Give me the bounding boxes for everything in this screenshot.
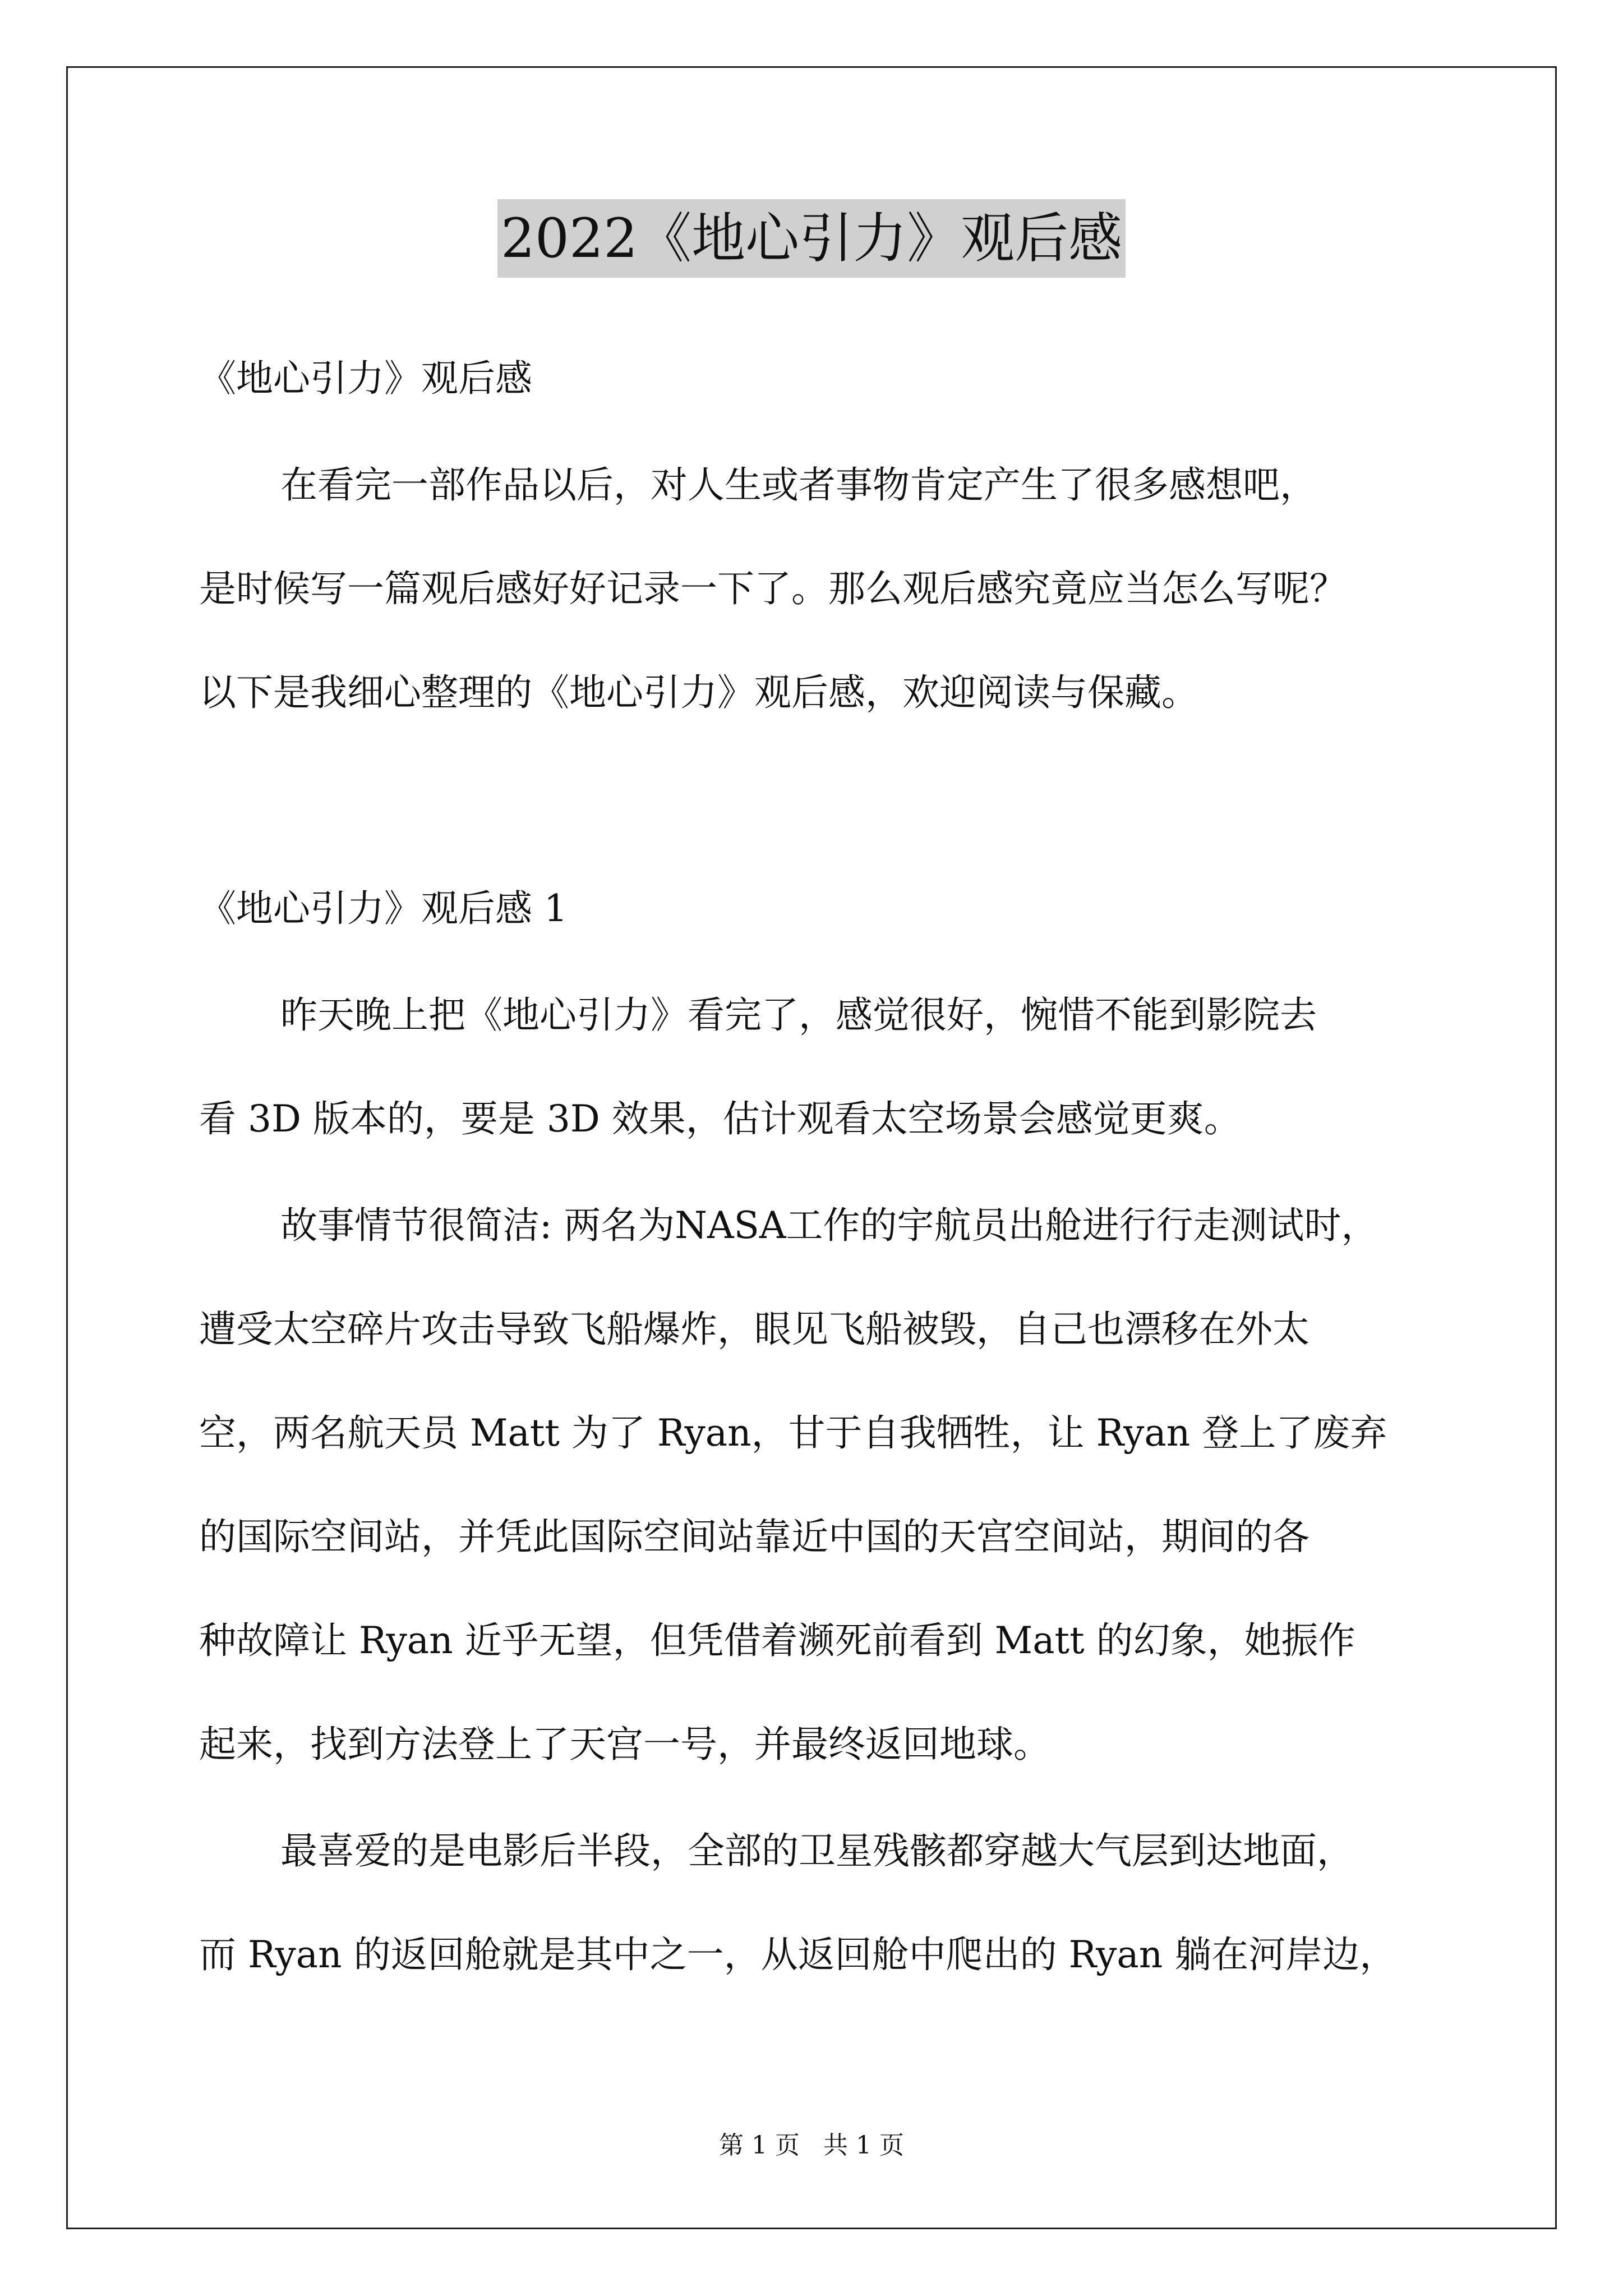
intro-line: 以下是我细心整理的《地心引力》观后感，欢迎阅读与保藏。 (199, 671, 1198, 714)
page-footer: 第 1 页 共 1 页 (719, 2131, 904, 2160)
paragraph-line: 空，两名航天员 Matt 为了 Ryan，甘于自我牺牲，让 Ryan 登上了废弃 (199, 1411, 1387, 1455)
section-heading: 《地心引力》观后感 1 (199, 887, 568, 930)
title-container (0, 199, 1623, 278)
document-title: 2022《地心引力》观后感 (497, 199, 1126, 278)
paragraph-line: 的国际空间站，并凭此国际空间站靠近中国的天宫空间站，期间的各 (199, 1515, 1310, 1558)
paragraph-line: 种故障让 Ryan 近乎无望，但凭借着濒死前看到 Matt 的幻象，她振作 (199, 1619, 1355, 1662)
intro-line: 是时候写一篇观后感好好记录一下了。那么观后感究竟应当怎么写呢？ (199, 567, 1347, 610)
paragraph-line: 看 3D 版本的，要是 3D 效果，估计观看太空场景会感觉更爽。 (199, 1097, 1241, 1140)
paragraph-line: 遭受太空碎片攻击导致飞船爆炸，眼见飞船被毁，自己也漂移在外太 (199, 1308, 1310, 1351)
paragraph-line: 而 Ryan 的返回舱就是其中之一，从返回舱中爬出的 Ryan 躺在河岸边， (199, 1933, 1397, 1976)
paragraph-line: 故事情节很简洁: 两名为NASA工作的宇航员出舱进行行走测试时， (280, 1204, 1378, 1247)
intro-line: 在看完一部作品以后，对人生或者事物肯定产生了很多感想吧， (280, 463, 1317, 507)
paragraph-line: 起来，找到方法登上了天宫一号，并最终返回地球。 (199, 1723, 1050, 1766)
paragraph-line: 最喜爱的是电影后半段，全部的卫星残骸都穿越大气层到达地面， (280, 1829, 1354, 1872)
paragraph-line: 昨天晚上把《地心引力》看完了，感觉很好，惋惜不能到影院去 (280, 993, 1317, 1037)
subtitle: 《地心引力》观后感 (199, 357, 532, 400)
